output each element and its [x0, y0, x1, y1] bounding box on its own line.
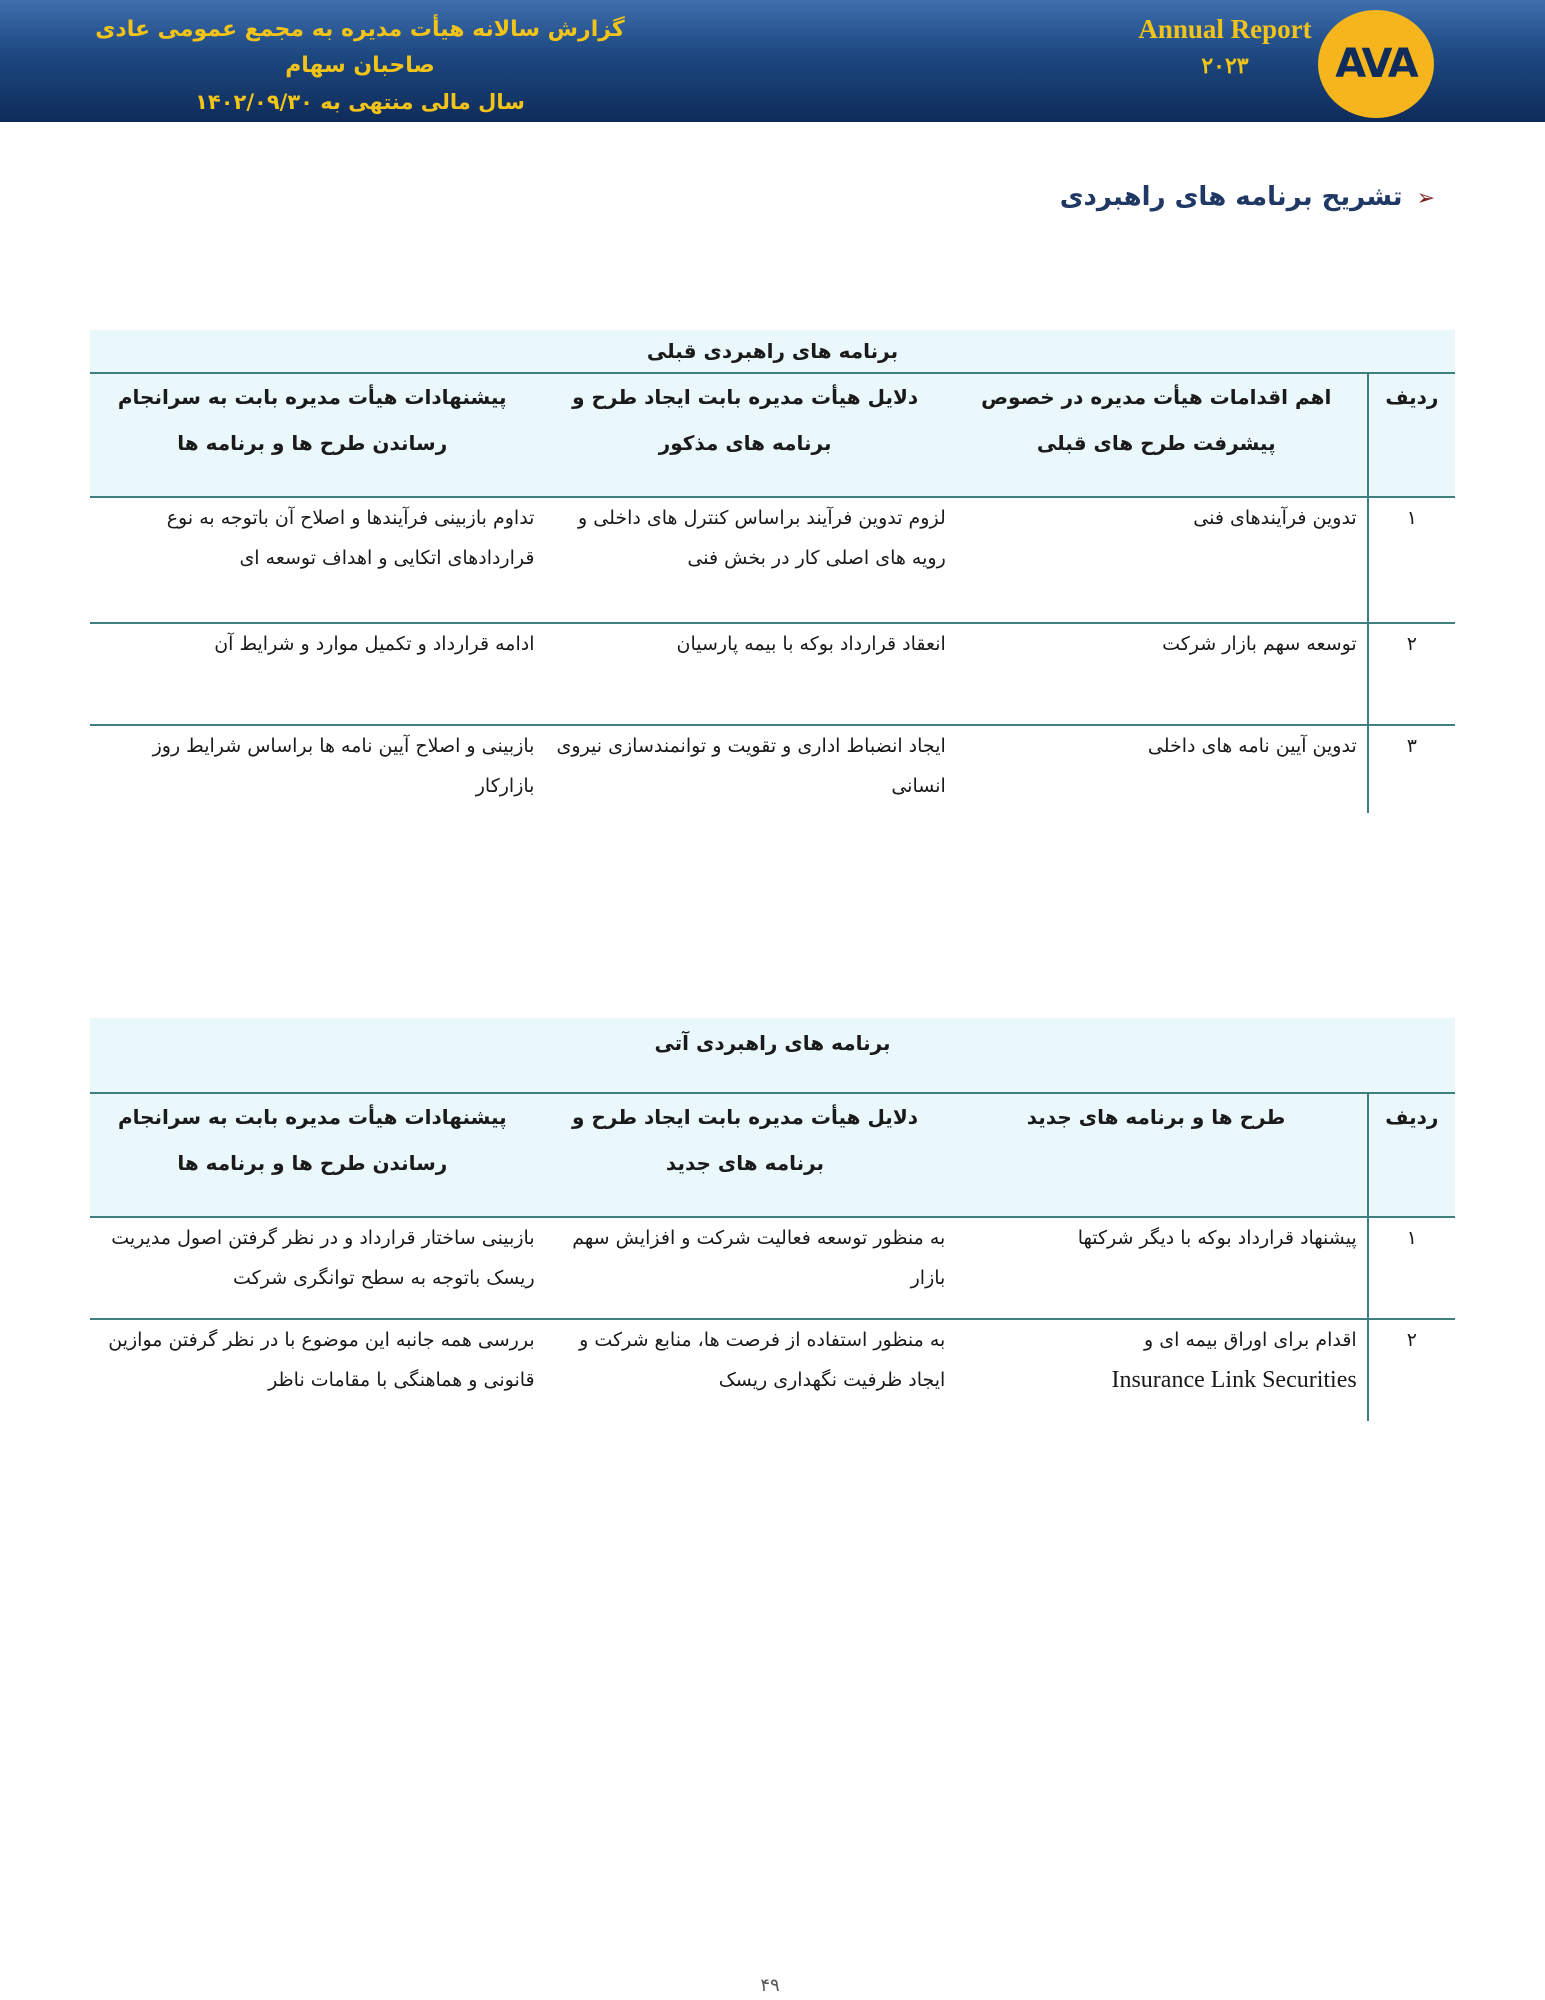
cell-action: توسعه سهم بازار شرکت [956, 623, 1368, 725]
cell-reason: انعقاد قرارداد بوکه با بیمه پارسیان [544, 623, 955, 725]
cell-suggestion: تداوم بازبینی فرآیندها و اصلاح آن باتوجه به نوع قراردادهای اتکایی و اهداف توسعه ای [90, 497, 544, 623]
row-index: ۲ [1368, 1319, 1455, 1421]
table-row [90, 1217, 1455, 1319]
cell-suggestion: ادامه قرارداد و تکمیل موارد و شرایط آن [90, 623, 544, 725]
previous-plans-table [90, 330, 1455, 813]
cell-plan [955, 1217, 1367, 1319]
cell-plan [955, 1319, 1367, 1421]
row-index: ۳ [1368, 725, 1455, 813]
column-header-plans: طرح ها و برنامه های جدید [955, 1093, 1367, 1217]
cell-suggestion: بازبینی ساختار قرارداد و در نظر گرفتن اصول مدیریت ریسک باتوجه به سطح توانگری شرکت [90, 1217, 545, 1319]
row-index: ۱ [1368, 1217, 1455, 1319]
column-header-index: ردیف [1368, 1093, 1455, 1217]
table-row [90, 1319, 1455, 1421]
column-header-index: ردیف [1368, 373, 1455, 497]
header-english-titles [1110, 10, 1340, 84]
cell-reason: به منظور استفاده از فرصت ها، منابع شرکت و ایجاد ظرفیت نگهداری ریسک [579, 1329, 946, 1391]
section-title-text: تشریح برنامه های راهبردی [1059, 182, 1403, 212]
logo-text: AVA [1335, 41, 1417, 87]
cell-reason: لزوم تدوین فرآیند براساس کنترل های داخلی و رویه های اصلی کار در بخش فنی [544, 497, 955, 623]
table-caption-row [90, 1018, 1455, 1093]
table-caption-row [90, 330, 1455, 373]
table-header-row [90, 1093, 1455, 1217]
arrow-bullet-icon: ➢ [1416, 186, 1435, 211]
column-header-reasons: دلایل هیأت مدیره بابت ایجاد طرح و برنامه های جدید [545, 1093, 956, 1217]
column-header-suggestions: پیشنهادات هیأت مدیره بابت به سرانجام رساندن طرح ها و برنامه ها [90, 373, 544, 497]
report-title: گزارش سالانه هیأت مدیره به مجمع عمومی عادی صاحبان سهام [95, 17, 625, 78]
row-index: ۱ [1368, 497, 1455, 623]
future-plans-table [90, 1018, 1455, 1421]
cell-plan-text: پیشنهاد قرارداد بوکه با دیگر شرکتها [1077, 1227, 1357, 1249]
report-header-banner [0, 0, 1545, 122]
table-row [90, 497, 1455, 623]
cell-action: تدوین فرآیندهای فنی [956, 497, 1368, 623]
ava-logo [1318, 10, 1434, 118]
previous-plans-caption: برنامه های راهبردی قبلی [90, 330, 1455, 373]
cell-suggestion: بازبینی و اصلاح آیین نامه ها براساس شرایط روز بازارکار [152, 735, 535, 797]
report-year: ۲۰۲۳ [1201, 53, 1249, 78]
fiscal-year: سال مالی منتهی به ۱۴۰۲/۰۹/۳۰ [195, 90, 525, 114]
cell-plan-latin: Insurance Link Securities [1111, 1367, 1357, 1393]
header-persian-titles [80, 12, 640, 120]
row-index: ۲ [1368, 623, 1455, 725]
cell-reason: به منظور توسعه فعالیت شرکت و افزایش سهم بازار [545, 1217, 956, 1319]
table-row [90, 623, 1455, 725]
cell-suggestion: بررسی همه جانبه این موضوع با در نظر گرفتن موازین قانونی و هماهنگی با مقامات ناظر [108, 1329, 535, 1391]
future-plans-caption: برنامه های راهبردی آتی [90, 1018, 1455, 1093]
column-header-actions: اهم اقدامات هیأت مدیره در خصوص پیشرفت طرح های قبلی [956, 373, 1368, 497]
column-header-reasons: دلایل هیأت مدیره بابت ایجاد طرح و برنامه های مذکور [544, 373, 955, 497]
cell-reason: ایجاد انضباط اداری و تقویت و توانمندسازی نیروی انسانی [556, 735, 946, 797]
table-row [90, 725, 1455, 813]
annual-report-label: Annual Report [1138, 14, 1312, 44]
table-header-row [90, 373, 1455, 497]
column-header-suggestions: پیشنهادات هیأت مدیره بابت به سرانجام رساندن طرح ها و برنامه ها [90, 1093, 545, 1217]
page-number: ۴۹ [760, 1975, 780, 1996]
cell-action: تدوین آیین نامه های داخلی [1147, 735, 1357, 757]
section-title [735, 172, 1435, 224]
cell-plan-text: اقدام برای اوراق بیمه ای و [1144, 1329, 1357, 1351]
